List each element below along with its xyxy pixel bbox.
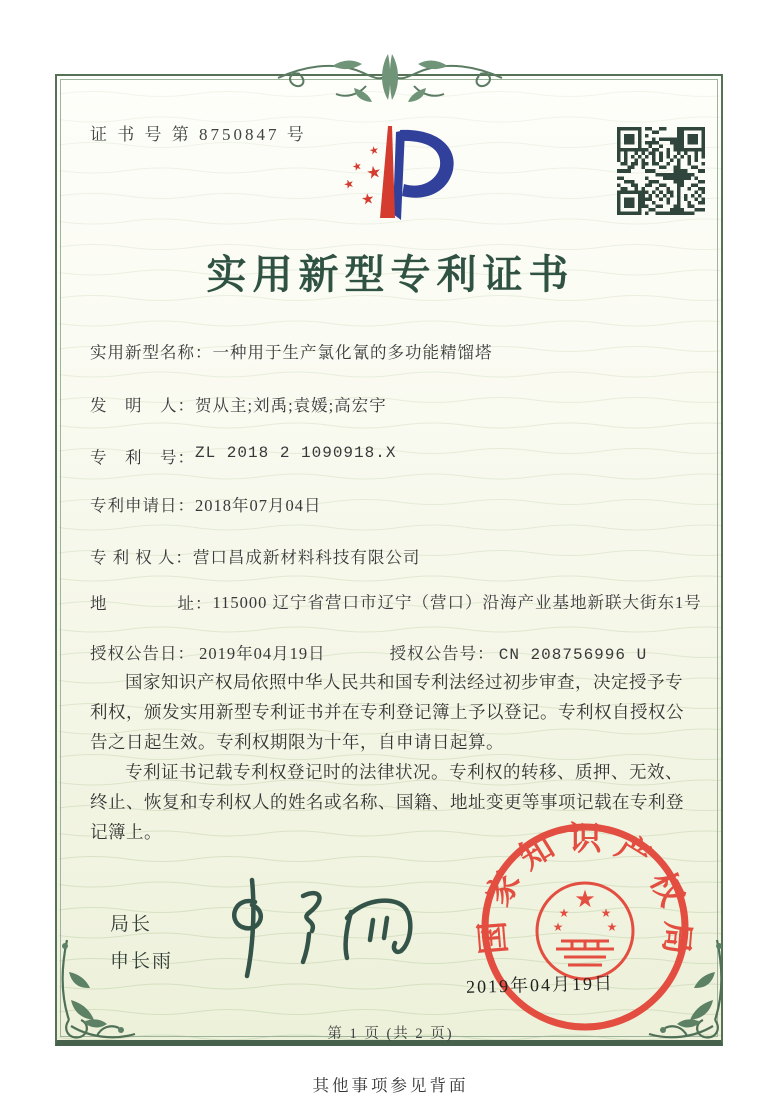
back-side-note: 其他事项参见背面 xyxy=(312,1076,469,1095)
field-label: 专 利 权 人： xyxy=(90,548,193,567)
field-row-patentee xyxy=(90,544,420,568)
svg-text:★: ★ xyxy=(350,159,364,175)
svg-text:★: ★ xyxy=(368,144,381,158)
field-value: ZL 2018 2 1090918.X xyxy=(195,444,397,462)
field-row-grant xyxy=(90,640,647,664)
field-label: 授权公告号： xyxy=(389,644,495,663)
certificate-number: 证 书 号 第 8750847 号 xyxy=(90,125,307,144)
field-pair-grant-date xyxy=(90,640,326,664)
svg-text:★: ★ xyxy=(360,191,376,209)
top-flourish-ornament xyxy=(270,46,510,108)
qr-code xyxy=(617,127,705,215)
field-label: 专 利 号： xyxy=(90,448,195,467)
field-value: 2019年04月19日 xyxy=(199,644,326,663)
svg-text:★: ★ xyxy=(574,887,596,913)
logo-blue-bar xyxy=(393,130,405,220)
cnipa-logo-icon xyxy=(338,120,470,224)
field-label: 发 明 人： xyxy=(90,396,195,415)
page-number: 第 1 页 (共 2 页) xyxy=(327,1026,454,1042)
field-pair-grant-no xyxy=(390,640,648,664)
legal-paragraph-2: 专利证书记载专利权登记时的法律状况。专利权的转移、质押、无效、终止、恢复和专利权人的姓名或名称、国籍、地址变更等事项记载在专利登记簿上。 xyxy=(90,762,684,842)
field-row-patent-no xyxy=(90,444,396,468)
legal-paragraph-1: 国家知识产权局依照中华人民共和国专利法经过初步审查，决定授予专利权，颁发实用新型专利证书并在专利登记簿上予以登记。专利权自授权公告之日起生效。专利权期限为十年，自申请日起算。 xyxy=(90,672,684,752)
field-row-name xyxy=(90,339,493,363)
field-value: 营口昌成新材料科技有限公司 xyxy=(192,548,421,567)
certificate-title: 实用新型专利证书 xyxy=(206,252,575,297)
svg-text:★: ★ xyxy=(552,920,564,934)
field-label: 地 址： xyxy=(90,594,213,613)
field-label: 实用新型名称： xyxy=(90,343,213,362)
field-value: 2018年07月04日 xyxy=(195,496,322,515)
cnipa-seal-icon xyxy=(465,815,702,1035)
svg-text:★: ★ xyxy=(600,906,612,920)
field-row-inventors xyxy=(90,392,387,416)
svg-text:★: ★ xyxy=(364,161,384,184)
field-label: 授权公告日： xyxy=(90,644,195,663)
field-label: 专利申请日： xyxy=(90,496,195,515)
seal-national-emblem xyxy=(537,883,633,979)
logo-p-bowl xyxy=(400,130,454,198)
field-value: 115000 辽宁省营口市辽宁（营口）沿海产业基地新联大街东1号 xyxy=(212,593,702,612)
field-value: 贺从主;刘禹;袁媛;高宏宇 xyxy=(195,396,387,415)
svg-text:★: ★ xyxy=(558,906,570,920)
field-value: CN 208756996 U xyxy=(498,646,648,664)
director-block xyxy=(110,906,173,980)
svg-text:★: ★ xyxy=(606,920,618,934)
director-name: 申长雨 xyxy=(110,951,174,972)
director-signature-icon xyxy=(205,868,415,983)
field-row-filing-date xyxy=(90,492,322,516)
seal-date: 2019年04月19日 xyxy=(465,973,615,997)
logo-red-spire xyxy=(380,126,395,218)
field-value: 一种用于生产氯化氰的多功能精馏塔 xyxy=(212,343,493,362)
field-row-address xyxy=(90,590,702,616)
logo-stars xyxy=(342,144,384,209)
director-title: 局长 xyxy=(110,914,153,935)
svg-text:★: ★ xyxy=(341,175,357,193)
seal-ring-text: 国家知识产权局 xyxy=(473,819,697,956)
